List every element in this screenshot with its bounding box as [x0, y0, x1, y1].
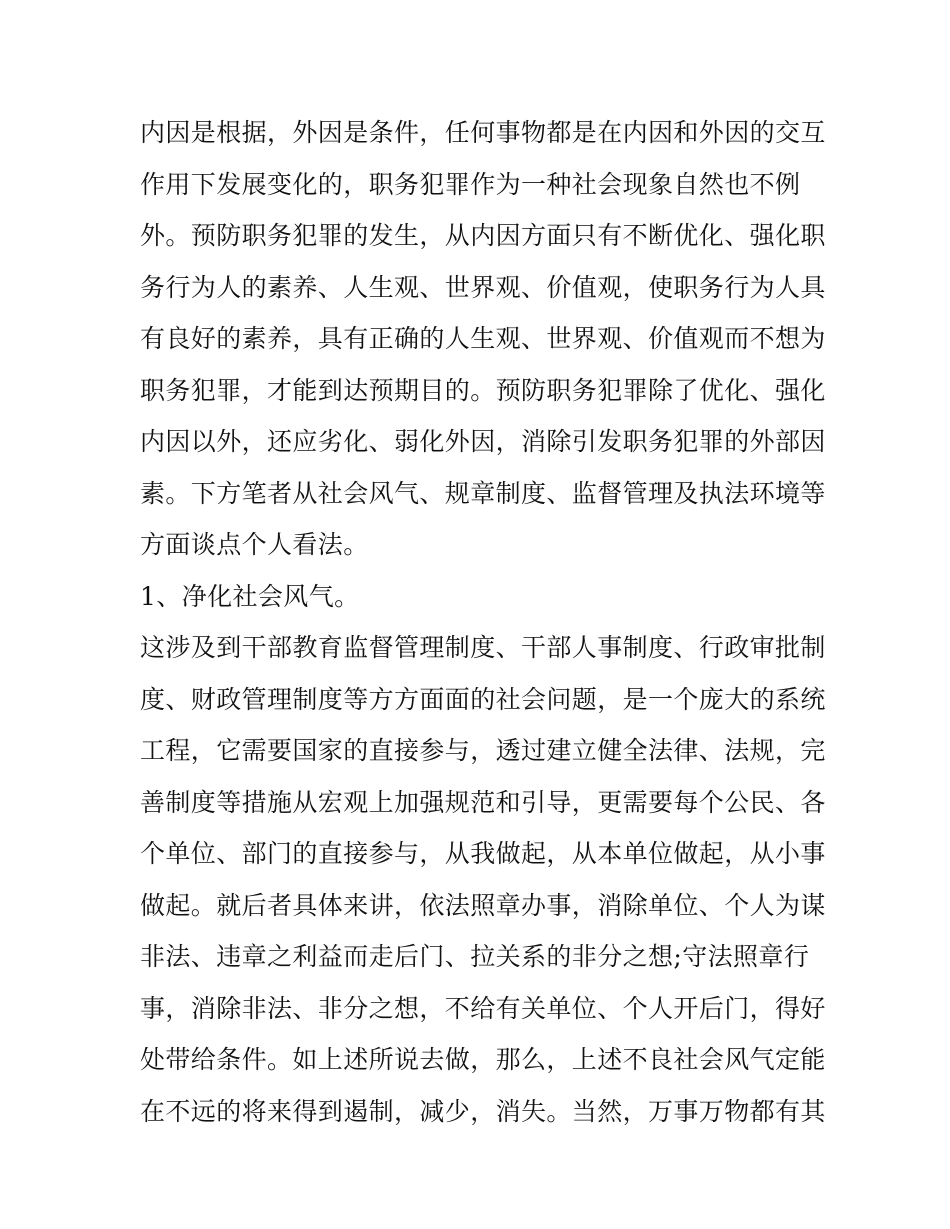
body-text	[140, 107, 826, 1137]
text-line: 外。预防职务犯罪的发生，从内因方面只有不断优化、强化职	[140, 221, 826, 250]
text-line: 非法、违章之利益而走后门、拉关系的非分之想;守法照章行	[140, 942, 810, 971]
text-line: 职务犯罪，才能到达预期目的。预防职务犯罪除了优化、强化	[140, 375, 826, 405]
text-line: 在不远的将来得到遏制，减少，消失。当然，万事万物都有其	[140, 1096, 826, 1126]
text-line: 善制度等措施从宏观上加强规范和引导，更需要每个公民、各	[140, 787, 826, 817]
section-heading: 1、净化社会风气。	[140, 581, 360, 611]
text-line: 度、财政管理制度等方方面面的社会问题，是一个庞大的系统	[140, 684, 826, 714]
text-line: 个单位、部门的直接参与，从我做起，从本单位做起，从小事	[140, 839, 826, 868]
text-line: 内因以外，还应劣化、弱化外因，消除引发职务犯罪的外部因	[140, 427, 826, 456]
text-line: 处带给条件。如上述所说去做，那么，上述不良社会风气定能	[140, 1045, 826, 1074]
text-line: 工程，它需要国家的直接参与，透过建立健全法律、法规，完	[140, 736, 826, 765]
text-line: 方面谈点个人看法。	[140, 530, 369, 559]
text-line: 素。下方笔者从社会风气、规章制度、监督管理及执法环境等	[140, 478, 826, 508]
text-line: 作用下发展变化的，职务犯罪作为一种社会现象自然也不例	[140, 169, 801, 199]
text-line: 事，消除非法、非分之想，不给有关单位、个人开后门，得好	[140, 993, 826, 1023]
text-line: 内因是根据，外因是条件，任何事物都是在内因和外因的交互	[140, 118, 826, 147]
text-line: 务行为人的素养、人生观、世界观、价值观，使职务行为人具	[140, 272, 826, 302]
text-line: 这涉及到干部教育监督管理制度、干部人事制度、行政审批制	[140, 633, 826, 662]
text-line: 做起。就后者具体来讲，依法照章办事，消除单位、个人为谋	[140, 890, 826, 920]
text-line: 有良好的素养，具有正确的人生观、世界观、价值观而不想为	[140, 324, 826, 353]
